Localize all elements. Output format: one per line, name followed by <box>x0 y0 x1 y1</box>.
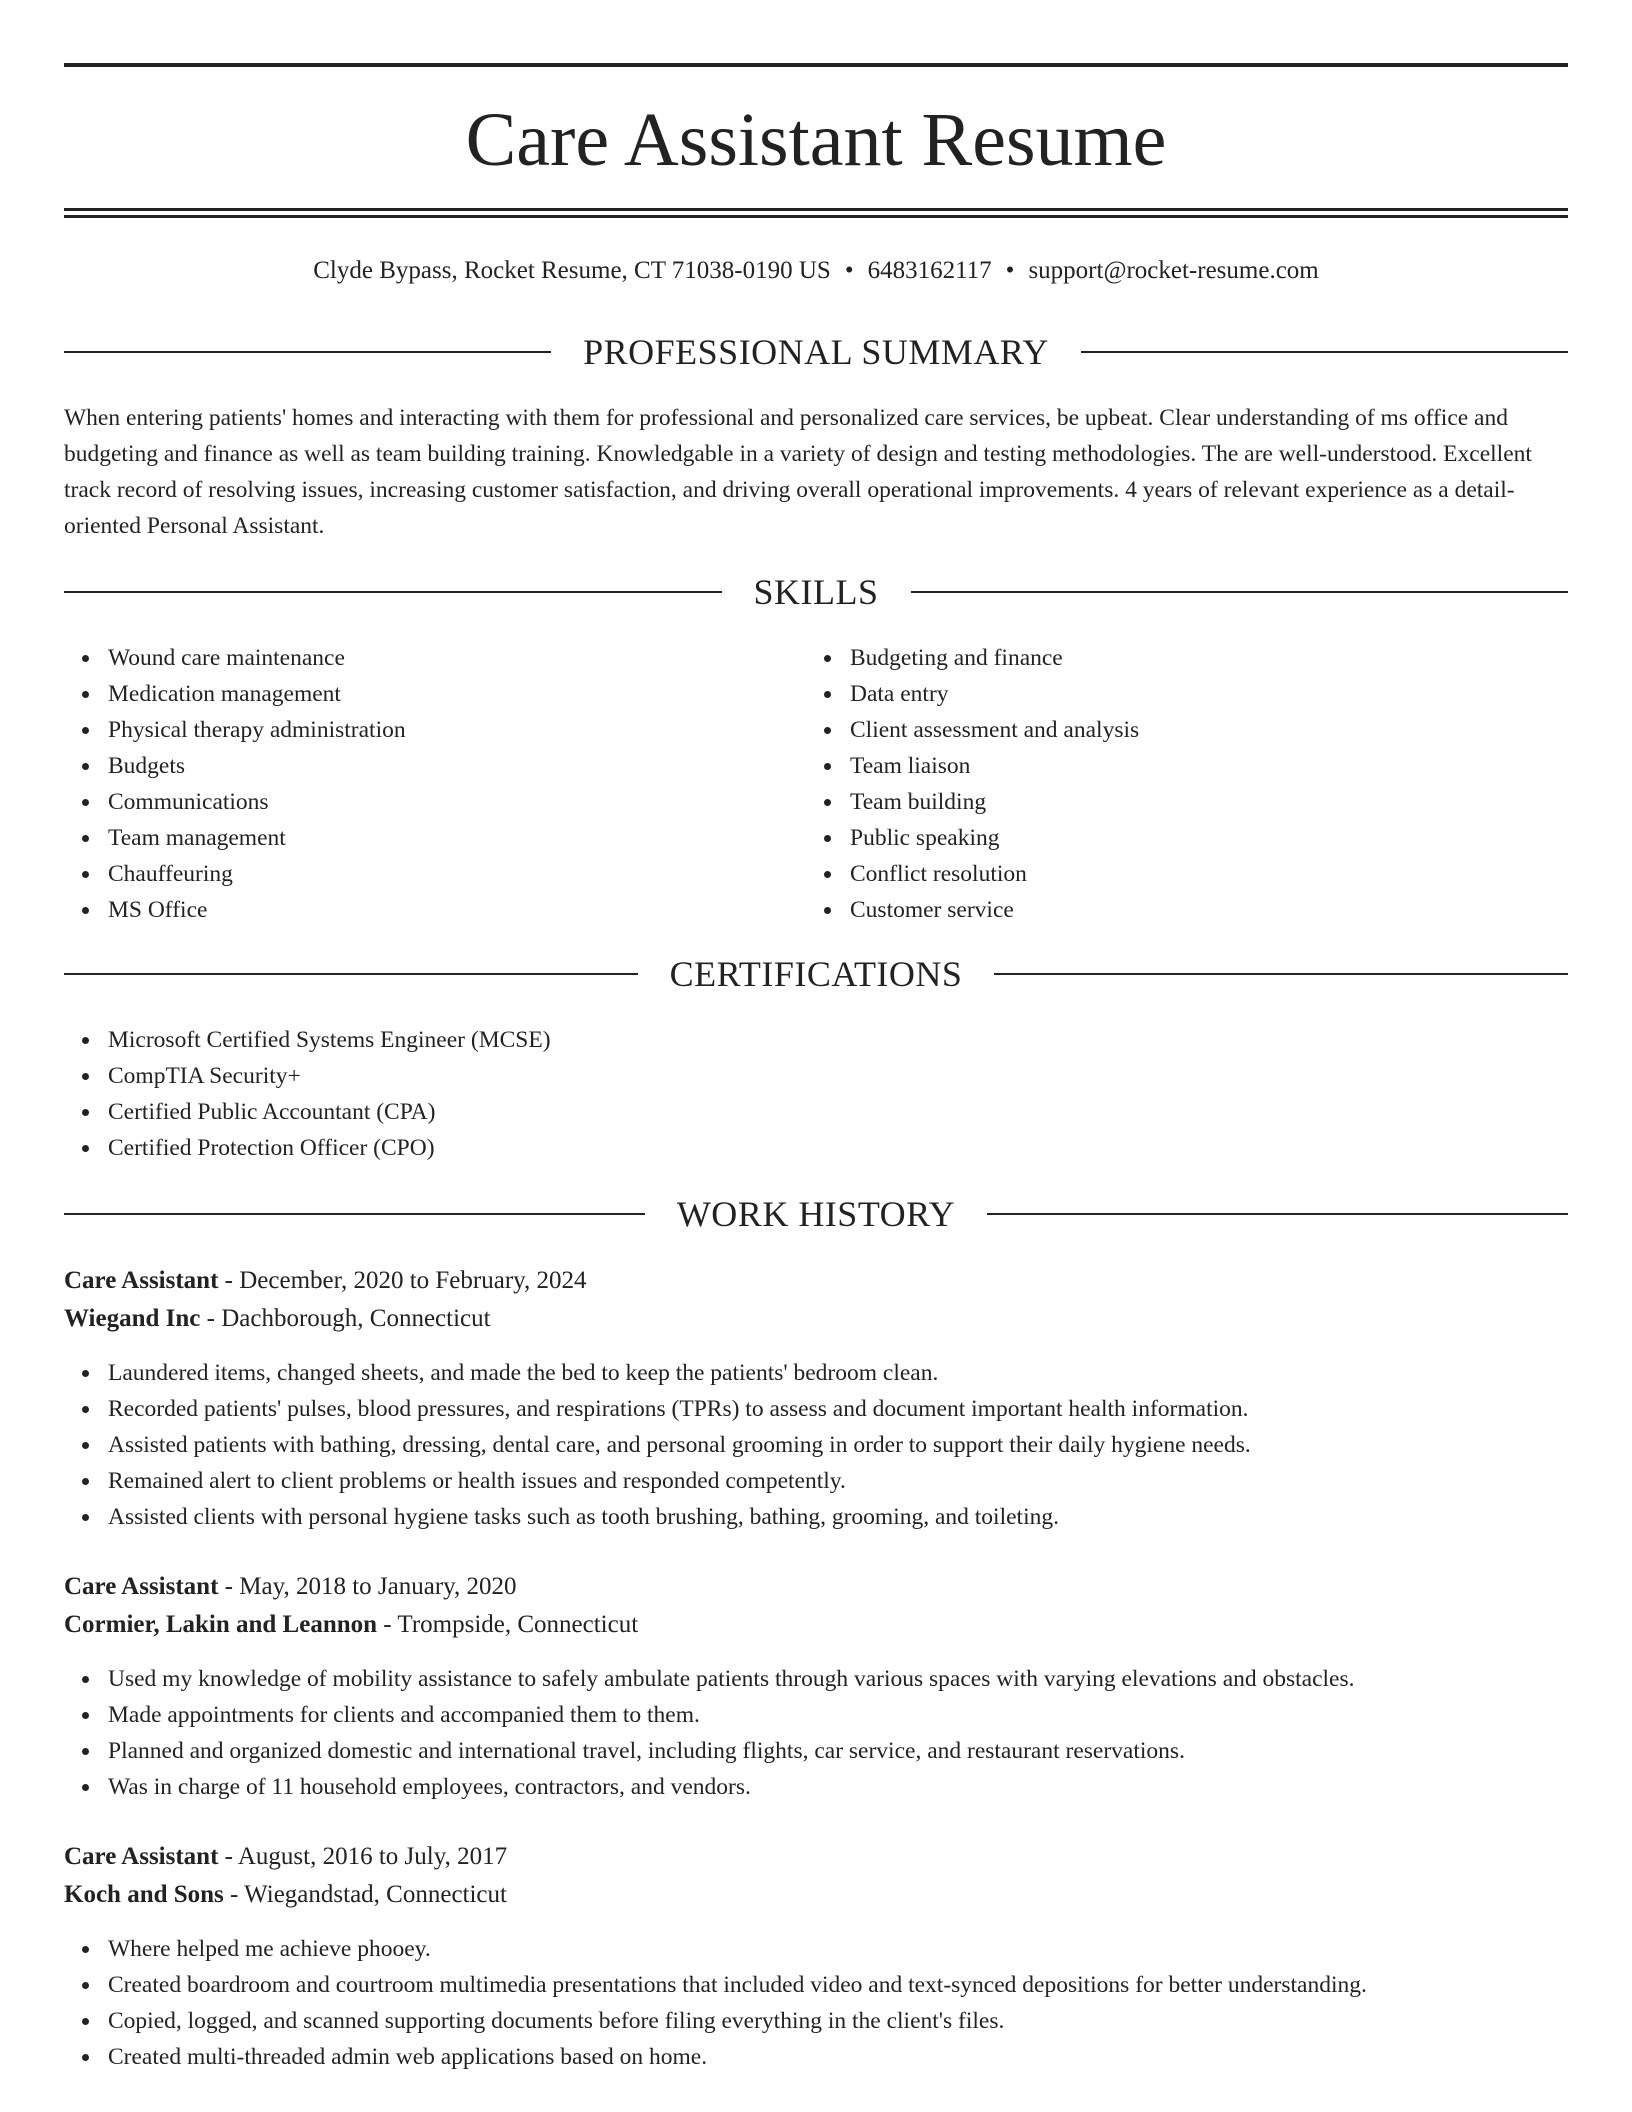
job-bullet: Where helped me achieve phooey. <box>108 1931 1367 1967</box>
skill-item: Data entry <box>850 676 1139 712</box>
skills-list-right <box>806 640 1139 928</box>
certification-item: Certified Protection Officer (CPO) <box>108 1130 551 1166</box>
job-bullet: Recorded patients' pulses, blood pressures, and respirations (TPRs) to assess and document important health information. <box>108 1391 1251 1427</box>
job-company: Wiegand Inc <box>64 1305 201 1332</box>
job-company-line <box>64 1606 1568 1644</box>
skill-item: Conflict resolution <box>850 856 1139 892</box>
job-dates: - December, 2020 to February, 2024 <box>218 1267 587 1294</box>
skills-list-left <box>64 640 406 928</box>
skill-item: Communications <box>108 784 406 820</box>
job-bullet: Remained alert to client problems or health issues and responded competently. <box>108 1463 1251 1499</box>
job-bullet: Created multi-threaded admin web applications based on home. <box>108 2039 1367 2075</box>
top-rule <box>64 63 1568 67</box>
job-bullet: Used my knowledge of mobility assistance to safely ambulate patients through various spaces with varying elevations and obstacles. <box>108 1661 1355 1697</box>
job-company: Cormier, Lakin and Leannon <box>64 1611 378 1638</box>
contact-line <box>64 254 1568 288</box>
contact-email: support@rocket-resume.com <box>1028 257 1319 284</box>
skills-heading <box>64 570 1568 614</box>
skill-item: Client assessment and analysis <box>850 712 1139 748</box>
job-bullets <box>64 1661 1355 1805</box>
skill-item: MS Office <box>108 892 406 928</box>
certifications-list <box>64 1022 551 1166</box>
heading-rule-left <box>64 1213 645 1215</box>
job-bullet: Laundered items, changed sheets, and made the bed to keep the patients' bedroom clean. <box>108 1355 1251 1391</box>
certification-item: Microsoft Certified Systems Engineer (MCSE) <box>108 1022 551 1058</box>
certifications-heading <box>64 952 1568 996</box>
skill-item: Customer service <box>850 892 1139 928</box>
heading-rule-right <box>994 973 1568 975</box>
job-location: - Trompside, Connecticut <box>377 1611 639 1638</box>
job-dates: - May, 2018 to January, 2020 <box>218 1573 517 1600</box>
work-heading <box>64 1192 1568 1236</box>
job-dates: - August, 2016 to July, 2017 <box>218 1843 508 1870</box>
certification-item: CompTIA Security+ <box>108 1058 551 1094</box>
title-rule-upper <box>64 208 1568 211</box>
job-title-line <box>64 1262 1568 1300</box>
job-title-line <box>64 1568 1568 1606</box>
job-location: - Dachborough, Connecticut <box>200 1305 491 1332</box>
heading-rule-right <box>1081 351 1568 353</box>
heading-rule-right <box>911 591 1569 593</box>
heading-rule-right <box>987 1213 1568 1215</box>
job-bullet: Created boardroom and courtroom multimedia presentations that included video and text-synced depositions for better understanding. <box>108 1967 1367 2003</box>
contact-address: Clyde Bypass, Rocket Resume, CT 71038-0190 US <box>313 257 831 284</box>
job-bullet: Assisted patients with bathing, dressing, dental care, and personal grooming in order to support their daily hygiene needs. <box>108 1427 1251 1463</box>
job-bullets <box>64 1355 1251 1535</box>
certification-item: Certified Public Accountant (CPA) <box>108 1094 551 1130</box>
summary-heading-label: PROFESSIONAL SUMMARY <box>583 332 1049 372</box>
job-title: Care Assistant <box>64 1843 219 1870</box>
page-title: Care Assistant Resume <box>465 98 1167 182</box>
job-title: Care Assistant <box>64 1573 219 1600</box>
skill-item: Budgets <box>108 748 406 784</box>
job-bullet: Made appointments for clients and accompanied them to them. <box>108 1697 1355 1733</box>
skill-item: Public speaking <box>850 820 1139 856</box>
contact-phone: 6483162117 <box>867 257 992 284</box>
summary-text: When entering patients' homes and interacting with them for professional and personalized care services, be upbeat. Clear understanding of ms office and budgeting and finance as well as team building training. Knowledgable in a variety of design and testing methodologies. The are well-understood. Excellent track record of resolving issues, increasing customer satisfaction, and driving overall operational improvements. 4 years of relevant experience as a detail-oriented Personal Assistant. <box>64 405 1532 539</box>
certifications-heading-label: CERTIFICATIONS <box>669 954 963 994</box>
job-location: - Wiegandstad, Connecticut <box>223 1881 507 1908</box>
job-bullet: Planned and organized domestic and international travel, including flights, car service, and restaurant reservations. <box>108 1733 1355 1769</box>
title-rule-lower <box>64 215 1568 218</box>
job-bullets <box>64 1931 1367 2075</box>
skill-item: Physical therapy administration <box>108 712 406 748</box>
skill-item: Team management <box>108 820 406 856</box>
heading-rule-left <box>64 591 722 593</box>
skill-item: Team building <box>850 784 1139 820</box>
work-heading-label: WORK HISTORY <box>676 1194 956 1234</box>
heading-rule-left <box>64 973 638 975</box>
summary-heading <box>64 330 1568 374</box>
job-title: Care Assistant <box>64 1267 219 1294</box>
skill-item: Budgeting and finance <box>850 640 1139 676</box>
skill-item: Wound care maintenance <box>108 640 406 676</box>
skill-item: Chauffeuring <box>108 856 406 892</box>
job-company-line <box>64 1300 1568 1338</box>
job-bullet: Assisted clients with personal hygiene tasks such as tooth brushing, bathing, grooming, and toileting. <box>108 1499 1251 1535</box>
job-title-line <box>64 1838 1568 1876</box>
job-bullet: Copied, logged, and scanned supporting documents before filing everything in the client's files. <box>108 2003 1367 2039</box>
contact-separator: • <box>1005 257 1015 284</box>
skill-item: Team liaison <box>850 748 1139 784</box>
job-bullet: Was in charge of 11 household employees, contractors, and vendors. <box>108 1769 1355 1805</box>
skills-heading-label: SKILLS <box>753 572 879 612</box>
contact-separator: • <box>844 257 854 284</box>
job-company-line <box>64 1876 1568 1914</box>
heading-rule-left <box>64 351 551 353</box>
skill-item: Medication management <box>108 676 406 712</box>
job-company: Koch and Sons <box>64 1881 224 1908</box>
